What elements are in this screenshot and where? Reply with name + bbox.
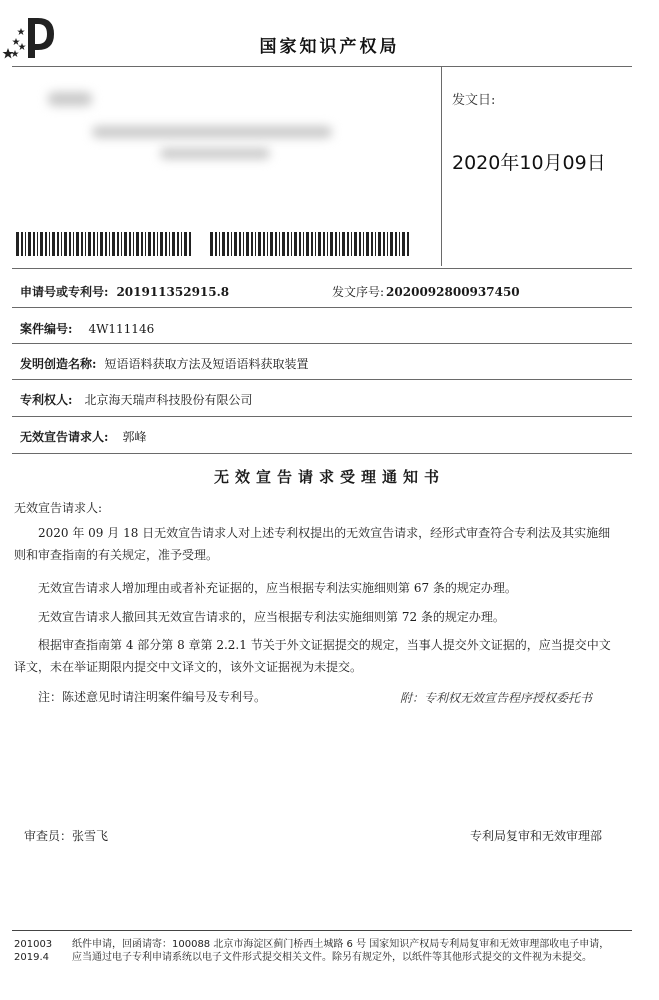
- application-number: 201911352915.8: [116, 285, 230, 299]
- notice-title: 无效宣告请求受理通知书: [213, 468, 445, 486]
- application-number-label: 申请号或专利号:: [20, 285, 109, 299]
- footer-mailing-notice: 纸件申请，回函请寄：100088 北京市海淀区蓟门桥西土城路 6 号 国家知识产权局专利局复审和无效审理部收电子申请，应当通过电子专利申请系统以电子文件形式提交相关文件。除另有规定外，以纸件等其他形式提交的文件视为未提交。: [72, 939, 610, 963]
- form-code: [14, 938, 52, 964]
- requester-row: [20, 428, 146, 445]
- redacted-recipient-name: [48, 92, 92, 106]
- redacted-recipient-line: [160, 148, 270, 159]
- row-divider: [12, 268, 632, 269]
- case-number-label: 案件编号:: [20, 322, 73, 336]
- paragraph-withdrawal: 无效宣告请求人撤回其无效宣告请求的，应当根据专利法实施细则第 72 条的规定办理。: [38, 610, 505, 624]
- requester-label: 无效宣告请求人:: [20, 430, 109, 444]
- issue-date: 2020年10月09日: [452, 152, 606, 174]
- form-code-line-2: 2019.4: [14, 952, 49, 963]
- barcode-left: [16, 232, 192, 256]
- serial-number-label: 发文序号:: [332, 285, 385, 299]
- patentee-name: 北京海天瑞声科技股份有限公司: [84, 393, 253, 407]
- department: 专利局复审和无效审理部: [470, 829, 603, 843]
- case-number-row: [20, 320, 154, 337]
- form-code-line-1: 201003: [14, 939, 53, 950]
- row-divider: [12, 453, 632, 454]
- serial-number-row: [332, 283, 520, 300]
- serial-number: 2020092800937450: [386, 285, 520, 299]
- row-divider: [12, 343, 632, 344]
- salutation: 无效宣告请求人:: [14, 501, 103, 515]
- invention-title-row: [20, 355, 308, 372]
- date-column-divider: [441, 66, 442, 266]
- office-name: 国家知识产权局: [259, 37, 400, 57]
- patentee-row: [20, 391, 252, 408]
- requester-name: 郭峰: [122, 430, 147, 444]
- patentee-label: 专利权人:: [20, 393, 73, 407]
- invention-title-label: 发明创造名称:: [20, 357, 97, 371]
- redacted-recipient-address: [92, 126, 332, 138]
- row-divider: [12, 416, 632, 417]
- attachment-note: 附：专利权无效宣告程序授权委托书: [400, 691, 593, 705]
- row-divider: [12, 307, 632, 308]
- invention-title: 短语语料获取方法及短语语料获取装置: [104, 357, 309, 371]
- note: 注：陈述意见时请注明案件编号及专利号。: [38, 690, 267, 704]
- header-divider: [12, 66, 632, 67]
- footer-divider: [12, 930, 632, 931]
- row-divider: [12, 379, 632, 380]
- case-number: 4W111146: [88, 322, 155, 336]
- paragraph-acceptance: 2020 年 09 月 18 日无效宣告请求人对上述专利权提出的无效宣告请求，经形式审查符合专利法及其实施细则和审查指南的有关规定，准予受理。: [14, 526, 611, 562]
- application-number-row: [20, 283, 229, 300]
- paragraph-supplement: 无效宣告请求人增加理由或者补充证据的，应当根据专利法实施细则第 67 条的规定办理。: [38, 581, 517, 595]
- barcode-right: [210, 232, 410, 256]
- issue-date-label: 发文日:: [452, 93, 496, 108]
- examiner: 审查员：张雪飞: [24, 829, 109, 843]
- paragraph-foreign-evidence: 根据审查指南第 4 部分第 8 章第 2.2.1 节关于外文证据提交的规定，当事人提交外文证据的，应当提交中文译文，未在举证期限内提交中文译文的，该外文证据视为未提交。: [14, 638, 611, 674]
